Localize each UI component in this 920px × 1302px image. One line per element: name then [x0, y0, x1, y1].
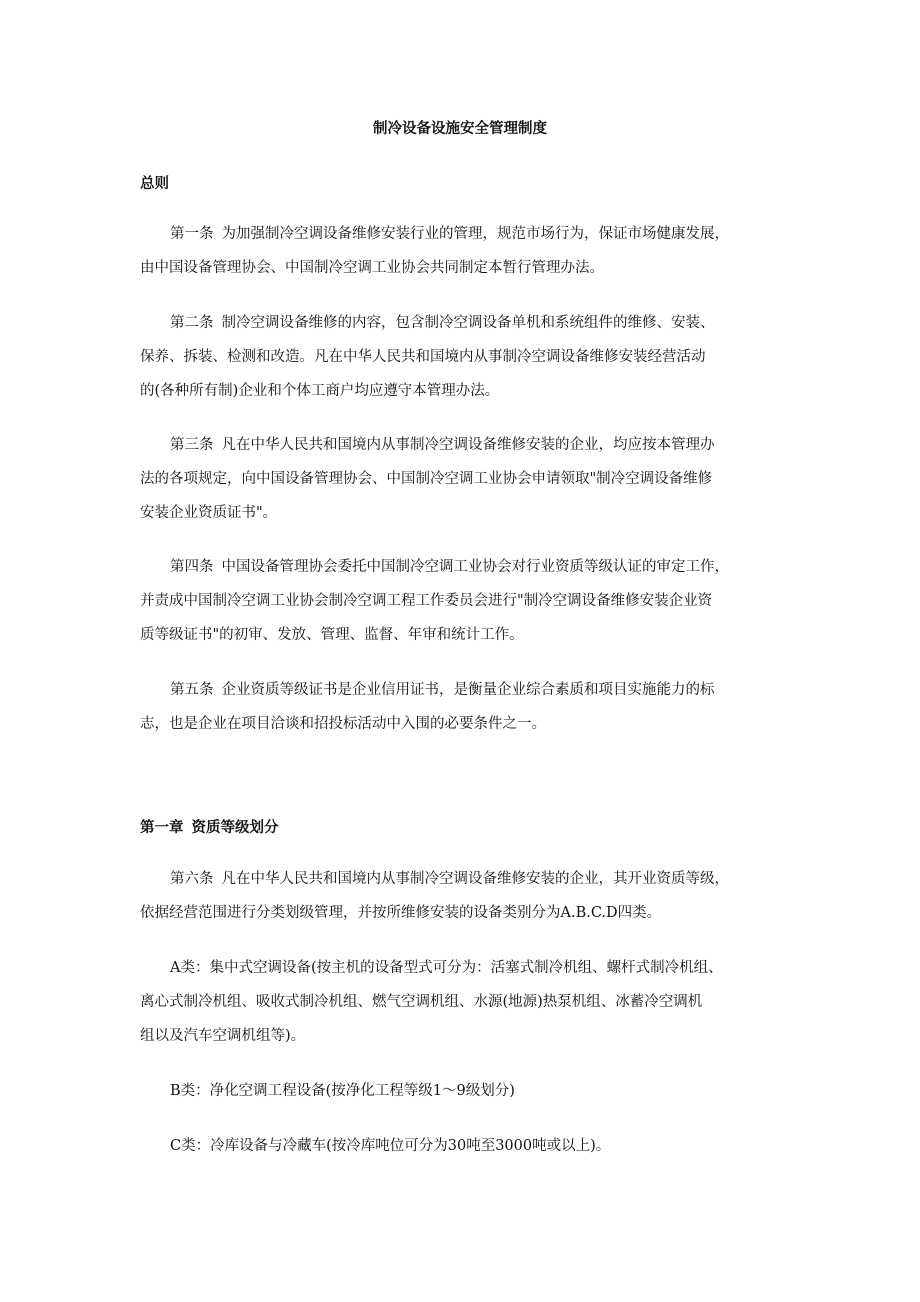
article-6-line-2: 依据经营范围进行分类划级管理，并按所维修安装的设备类别分为A.B.C.D四类。 — [140, 905, 662, 921]
article-2-line-2: 保养、拆装、检测和改造。凡在中华人民共和国境内从事制冷空调设备维修安装经营活动 — [140, 349, 706, 365]
article-3 — [140, 435, 790, 537]
class-c — [140, 1136, 790, 1170]
class-c-line-1: C类：冷库设备与冷藏车(按冷库吨位可分为30吨至3000吨或以上)。 — [170, 1138, 611, 1154]
class-a — [140, 958, 790, 1060]
class-b-line-1: B类：净化空调工程设备(按净化工程等级1～9级划分) — [170, 1083, 515, 1099]
class-b — [140, 1081, 790, 1115]
chapter-1-number: 第一章 — [140, 820, 184, 836]
article-2 — [140, 313, 790, 415]
article-5-line-1: 第五条 企业资质等级证书是企业信用证书，是衡量企业综合素质和项目实施能力的标 — [170, 682, 715, 698]
article-3-line-2: 法的各项规定，向中国设备管理协会、中国制冷空调工业协会申请领取"制冷空调设备维修 — [140, 471, 713, 487]
article-4-line-1: 第四条 中国设备管理协会委托中国制冷空调工业协会对行业资质等级认证的审定工作， — [170, 559, 729, 575]
chapter-1-title: 资质等级划分 — [191, 820, 279, 836]
article-4-line-3: 质等级证书"的初审、发放、管理、监督、年审和统计工作。 — [140, 627, 524, 643]
article-2-line-3: 的(各种所有制)企业和个体工商户均应遵守本管理办法。 — [140, 383, 500, 399]
article-4 — [140, 557, 790, 659]
article-1-line-1: 第一条 为加强制冷空调设备维修安装行业的管理，规范市场行为，保证市场健康发展， — [170, 226, 729, 242]
article-1-label: 第一条 — [170, 226, 214, 242]
article-4-line-2: 并责成中国制冷空调工业协会制冷空调工程工作委员会进行"制冷空调设备维修安装企业资 — [140, 593, 713, 609]
article-2-label: 第二条 — [170, 315, 214, 331]
chapter-1-heading — [140, 818, 279, 838]
article-2-line-1: 第二条 制冷空调设备维修的内容，包含制冷空调设备单机和系统组件的维修、安装、 — [170, 315, 715, 331]
article-5-label: 第五条 — [170, 682, 214, 698]
article-5 — [140, 680, 790, 748]
article-3-line-1: 第三条 凡在中华人民共和国境内从事制冷空调设备维修安装的企业，均应按本管理办 — [170, 437, 715, 453]
article-5-line-2: 志，也是企业在项目洽谈和招投标活动中入围的必要条件之一。 — [140, 716, 546, 732]
class-a-line-3: 组以及汽车空调机组等)。 — [140, 1028, 306, 1044]
article-6-label: 第六条 — [170, 871, 214, 887]
section-heading-general: 总则 — [140, 176, 169, 192]
class-a-line-2: 离心式制冷机组、吸收式制冷机组、燃气空调机组、水源(地源)热泵机组、冰蓄冷空调机 — [140, 994, 703, 1010]
article-6 — [140, 869, 790, 937]
document-title: 制冷设备设施安全管理制度 — [373, 121, 547, 137]
article-1-line-2: 由中国设备管理协会、中国制冷空调工业协会共同制定本暂行管理办法。 — [140, 260, 604, 276]
article-4-label: 第四条 — [170, 559, 214, 575]
article-3-line-3: 安装企业资质证书"。 — [140, 505, 278, 521]
article-1 — [140, 224, 790, 292]
class-a-line-1: A类：集中式空调设备(按主机的设备型式可分为：活塞式制冷机组、螺杆式制冷机组、 — [170, 960, 723, 976]
article-3-label: 第三条 — [170, 437, 214, 453]
article-6-line-1: 第六条 凡在中华人民共和国境内从事制冷空调设备维修安装的企业，其开业资质等级， — [170, 871, 729, 887]
